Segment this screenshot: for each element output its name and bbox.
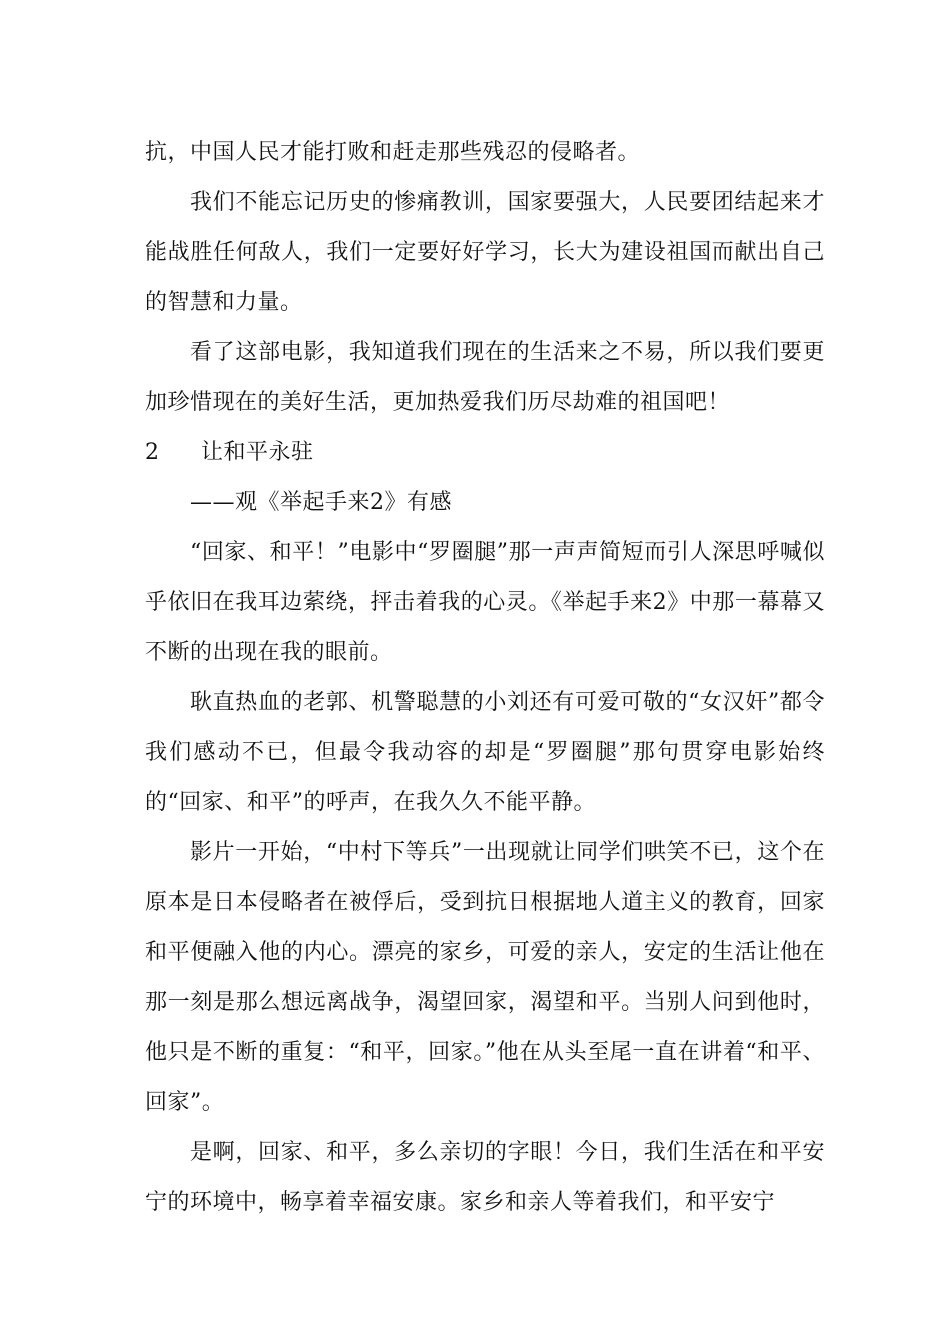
paragraph-3: 看了这部电影，我知道我们现在的生活来之不易，所以我们要更加珍惜现在的美好生活，更加热爱我们历尽劫难的祖国吧！: [145, 340, 825, 415]
section-heading: [145, 428, 825, 478]
paragraph-1: 抗，中国人民才能打败和赶走那些残忍的侵略者。: [145, 140, 641, 165]
section-number: 2: [145, 440, 160, 465]
paragraph-5: 耿直热血的老郭、机警聪慧的小刘还有可爱可敬的“女汉奸”都令我们感动不已，但最令我动容的却是“罗圈腿”那句贯穿电影始终的“回家、和平”的呼声，在我久久不能平静。: [145, 690, 825, 815]
section-subtitle: ——观《举起手来2》有感: [190, 490, 452, 515]
section-title: 让和平永驻: [201, 440, 314, 465]
paragraph-4: “回家、和平！”电影中“罗圈腿”那一声声简短而引人深思呼喊似乎依旧在我耳边萦绕，抨击着我的心灵。《举起手来2》中那一幕幕又不断的出现在我的眼前。: [145, 540, 825, 665]
paragraph-7: 是啊，回家、和平，多么亲切的字眼！今日，我们生活在和平安宁的环境中，畅享着幸福安康。家乡和亲人等着我们，和平安宁: [145, 1140, 825, 1215]
paragraph-2: 我们不能忘记历史的惨痛教训，国家要强大，人民要团结起来才能战胜任何敌人，我们一定要好好学习，长大为建设祖国而献出自己的智慧和力量。: [145, 190, 825, 315]
paragraph-6: 影片一开始，“中村下等兵”一出现就让同学们哄笑不已，这个在原本是日本侵略者在被俘后，受到抗日根据地人道主义的教育，回家和平便融入他的内心。漂亮的家乡，可爱的亲人，安定的生活让他在那一刻是那么想远离战争，渴望回家，渴望和平。当别人问到他时，他只是不断的重复：“和平，回家。”他在从头至尾一直在讲着“和平、回家”。: [145, 840, 825, 1115]
document-body: [145, 128, 825, 1228]
